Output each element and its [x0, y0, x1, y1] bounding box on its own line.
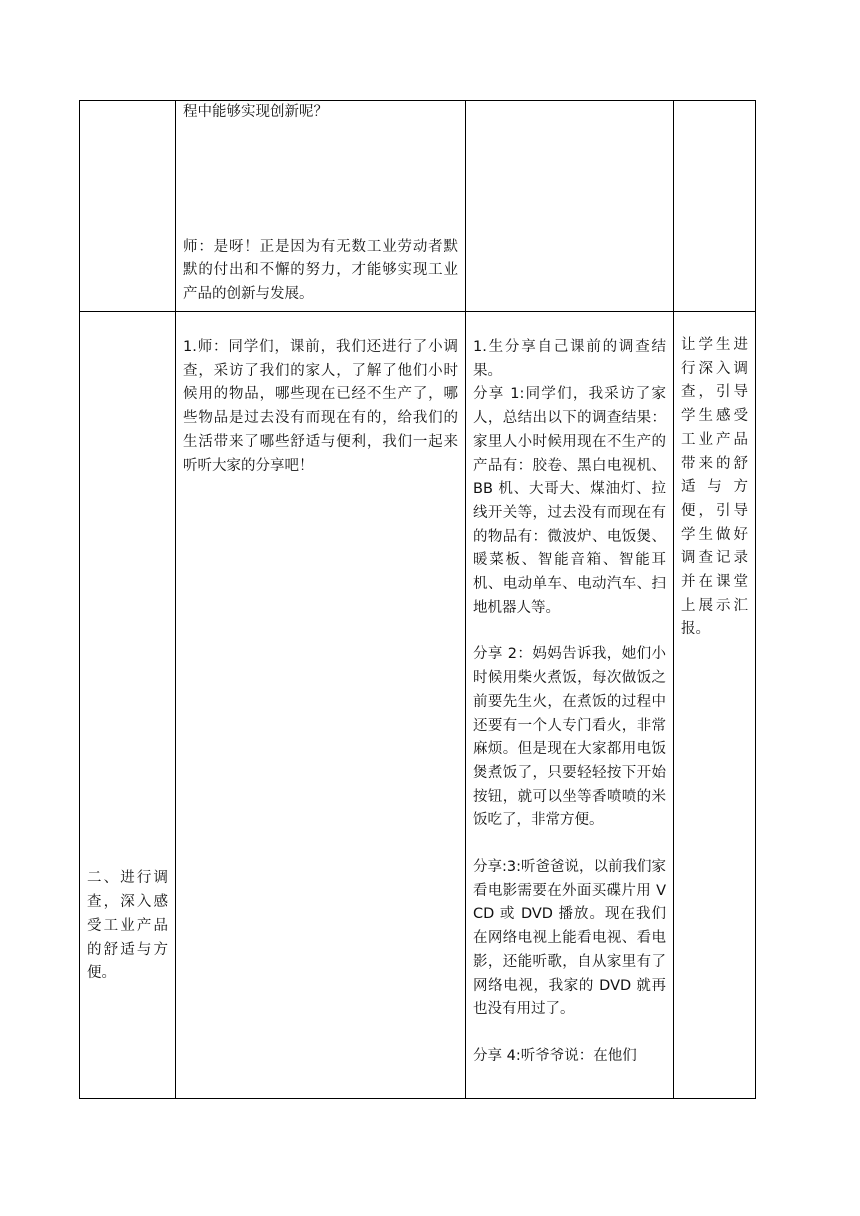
- student-share-2: 分享 2：妈妈告诉我，她们小时候用柴火煮饭，每次做饭之前要先生火，在煮饭的过程中还要有一个人专门看火，非常麻烦。但是现在大家都用电饭煲煮饭了，只要轻轻按下开始按钮，就可以坐等香喷喷的米饭吃了，非常方便。: [473, 646, 666, 829]
- teacher-activity-cell: [176, 101, 466, 312]
- student-share-1: 分享 1:同学们，我采访了家人，总结出以下的调查结果：家里人小时候用现在不生产的产品有：胶卷、黑白电视机、BB 机、大哥大、煤油灯、拉线开关等，过去没有而现在有的物品有：微波炉、电饭煲、暖菜板、智能音箱、智能耳机、电动单车、电动汽车、扫地机器人等。: [473, 386, 666, 616]
- teacher-reply: 师：是呀！正是因为有无数工业劳动者默默的付出和不懈的努力，才能够实现工业产品的创新与发展。: [183, 238, 458, 303]
- student-activity-cell-empty: [466, 101, 674, 312]
- teacher-question-continued: 程中能够实现创新呢？: [183, 104, 328, 120]
- student-share-4: 分享 4:听爷爷说：在他们: [473, 1047, 637, 1064]
- teacher-activity-text: 1.师：同学们，课前，我们还进行了小调查，采访了我们的家人，了解了他们小时候用的物品，哪些现在已经不生产了，哪些物品是过去没有而现在有的，给我们的生活带来了哪些舒适与便利，我们一起来听听大家的分享吧！: [183, 339, 458, 474]
- stage-title: 二、进行调查，深入感受工业产品的舒适与方便。: [87, 870, 168, 982]
- stage-cell-empty: [80, 101, 176, 312]
- student-share-3: 分享:3:听爸爸说，以前我们家看电影需要在外面买碟片用 VCD 或 DVD 播放。现在我们在网络电视上能看电视、看电影，还能听歌，自从家里有了网络电视，我家的 DVD 就再也没有用过了。: [473, 859, 666, 1018]
- design-intent-cell-empty: [674, 101, 756, 312]
- student-intro: 1.生分享自己课前的调查结果。: [473, 339, 666, 379]
- student-activity-cell: [466, 312, 674, 1099]
- teacher-activity-cell: [176, 312, 466, 1099]
- stage-cell: [80, 312, 176, 1099]
- lesson-plan-table: [79, 100, 756, 1099]
- table-row: [80, 101, 756, 312]
- table-row: [80, 312, 756, 1099]
- design-intent-text: 让学生进行深入调查，引导学生感受工业产品带来的舒适与方便，引导学生做好调查记录并在课堂上展示汇报。: [681, 337, 748, 638]
- design-intent-cell: [674, 312, 756, 1099]
